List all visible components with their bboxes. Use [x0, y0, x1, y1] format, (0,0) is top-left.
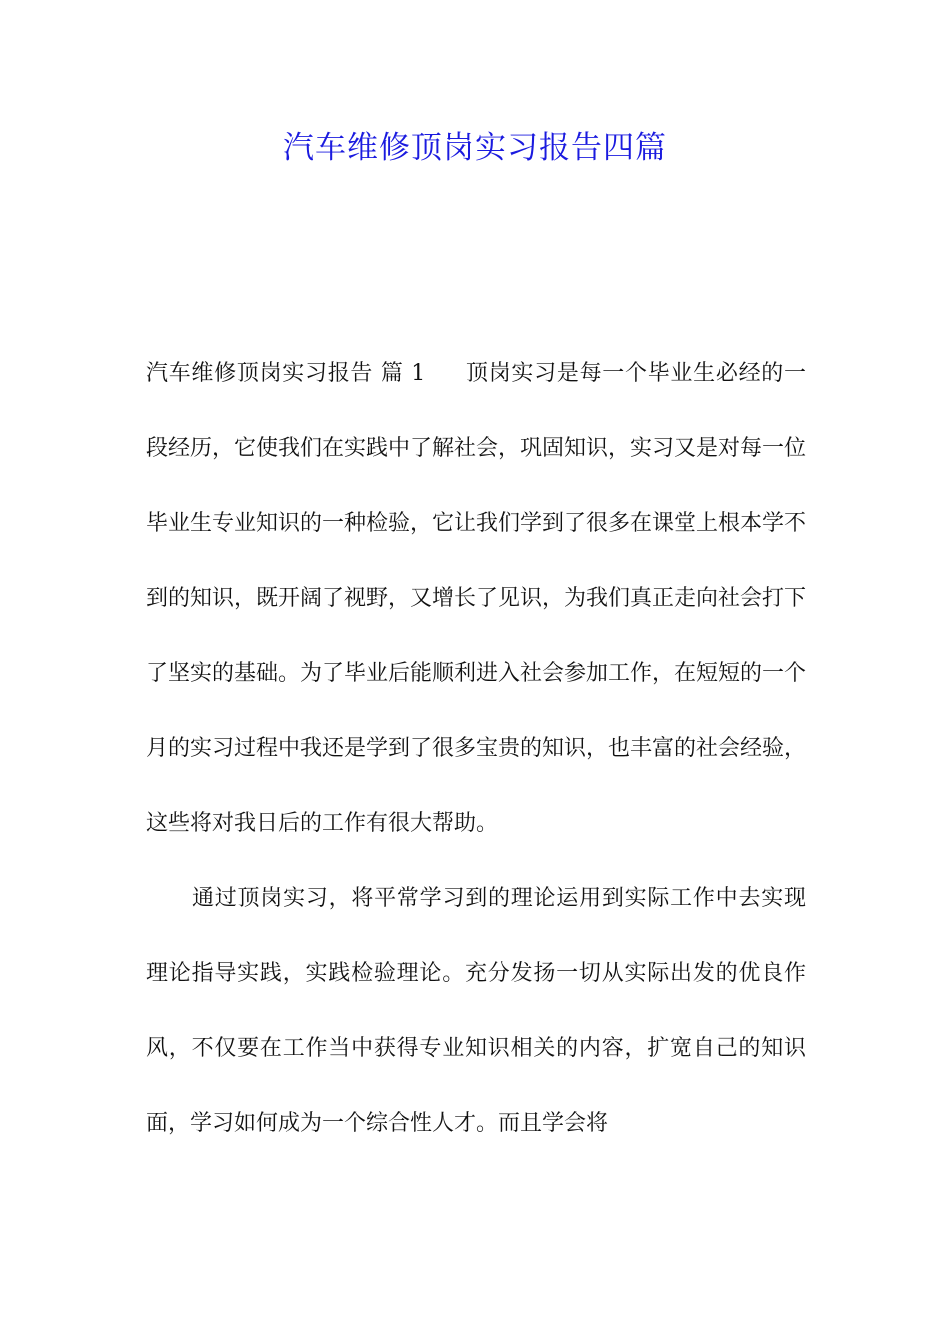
paragraph-1	[146, 336, 806, 861]
section-heading: 汽车维修顶岗实习报告 篇 1	[146, 361, 426, 386]
document-body	[146, 336, 806, 1161]
document-title: 汽车维修顶岗实习报告四篇	[283, 130, 667, 166]
paragraph-2: 通过顶岗实习，将平常学习到的理论运用到实际工作中去实现理论指导实践，实践检验理论。充分发扬一切从实际出发的优良作风，不仅要在工作当中获得专业知识相关的内容，扩宽自己的知识面，学习如何成为一个综合性人才。而且学会将	[146, 886, 806, 1136]
paragraph-1-text: 顶岗实习是每一个毕业生必经的一段经历，它使我们在实践中了解社会，巩固知识，实习又是对每一位毕业生专业知识的一种检验，它让我们学到了很多在课堂上根本学不到的知识，既开阔了视野，又增长了见识，为我们真正走向社会打下了坚实的基础。为了毕业后能顺利进入社会参加工作，在短短的一个月的实习过程中我还是学到了很多宝贵的知识，也丰富的社会经验，这些将对我日后的工作有很大帮助。	[146, 361, 807, 836]
